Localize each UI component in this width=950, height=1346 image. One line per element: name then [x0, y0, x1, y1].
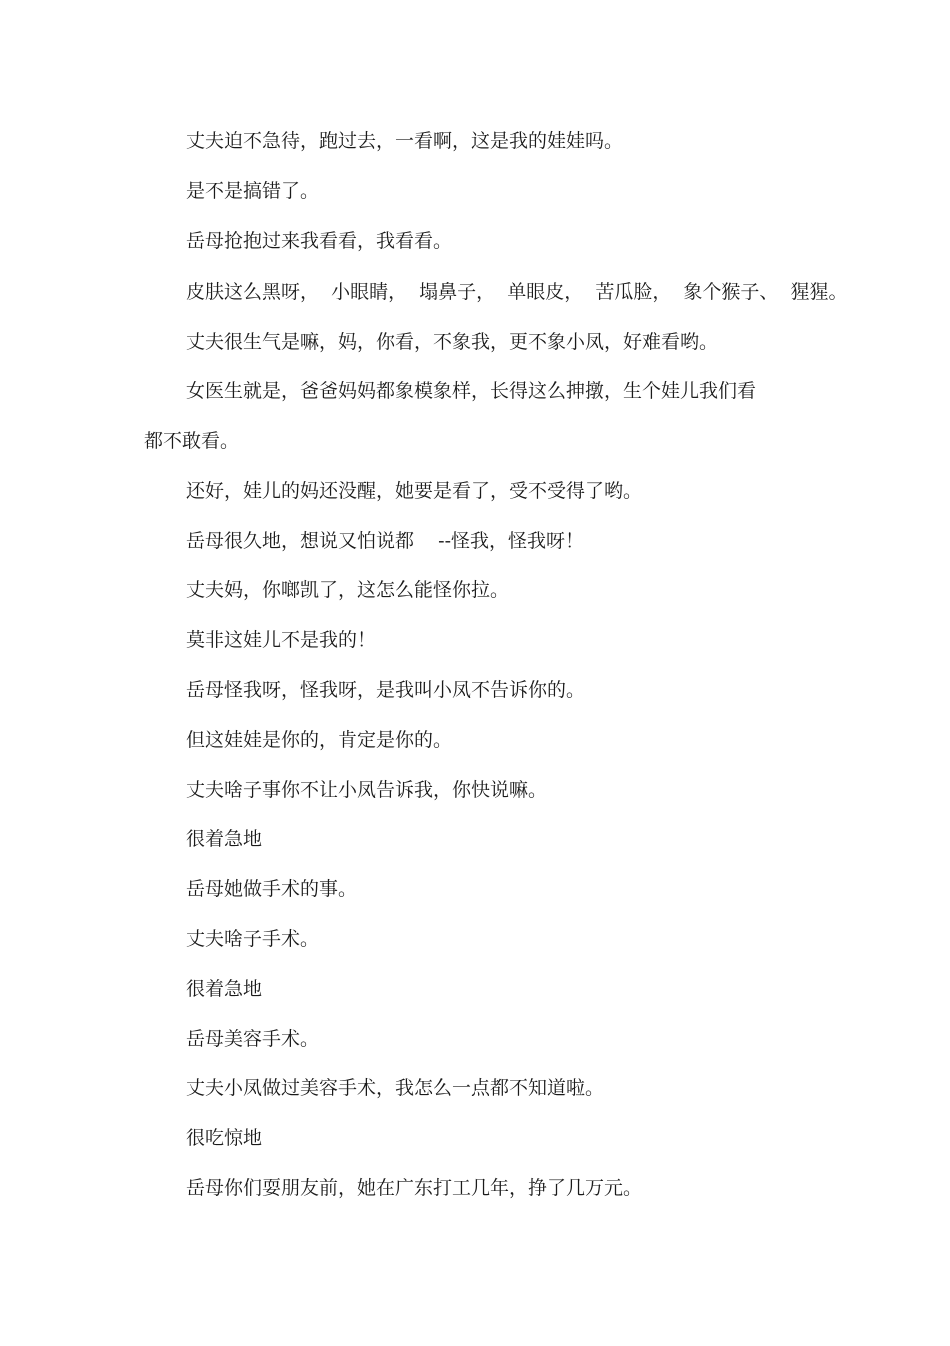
- text-line: 丈夫啥子事你不让小凤告诉我，你快说嘛。: [186, 779, 548, 801]
- text-line: 岳母很久地，想说又怕说都 --怪我，怪我呀！: [186, 530, 584, 552]
- text-line: 但这娃娃是你的，肯定是你的。: [186, 729, 453, 751]
- text-line: 岳母你们耍朋友前，她在广东打工几年，挣了几万元。: [186, 1177, 643, 1199]
- text-line: 是不是搞错了。: [186, 180, 320, 202]
- text-line: 岳母美容手术。: [186, 1028, 320, 1050]
- text-line: 岳母她做手术的事。: [186, 878, 358, 900]
- text-line: 莫非这娃儿不是我的！: [186, 629, 377, 651]
- stage-direction: 很着急地: [186, 978, 263, 1000]
- text-line-continuation: 都不敢看。: [144, 430, 240, 452]
- text-line: 丈夫迫不急待，跑过去，一看啊，这是我的娃娃吗。: [186, 130, 624, 152]
- text-line: 还好，娃儿的妈还没醒，她要是看了，受不受得了哟。: [186, 480, 643, 502]
- text-line: 丈夫啥子手术。: [186, 928, 320, 950]
- text-line: 丈夫小凤做过美容手术，我怎么一点都不知道啦。: [186, 1077, 605, 1099]
- text-line: 女医生就是，爸爸妈妈都象模象样，长得这么抻撴，生个娃儿我们看: [186, 380, 757, 402]
- text-line: 丈夫很生气是嘛，妈，你看，不象我，更不象小凤，好难看哟。: [186, 331, 719, 353]
- text-line: 岳母抢抱过来我看看，我看看。: [186, 230, 453, 252]
- text-line: 皮肤这么黑呀， 小眼睛， 塌鼻子， 单眼皮， 苦瓜脸， 象个猴子、 猩猩。: [186, 281, 848, 303]
- stage-direction: 很着急地: [186, 828, 263, 850]
- text-line: 岳母怪我呀，怪我呀，是我叫小凤不告诉你的。: [186, 679, 586, 701]
- stage-direction: 很吃惊地: [186, 1127, 263, 1149]
- text-line: 丈夫妈，你啷凯了，这怎么能怪你拉。: [186, 579, 510, 601]
